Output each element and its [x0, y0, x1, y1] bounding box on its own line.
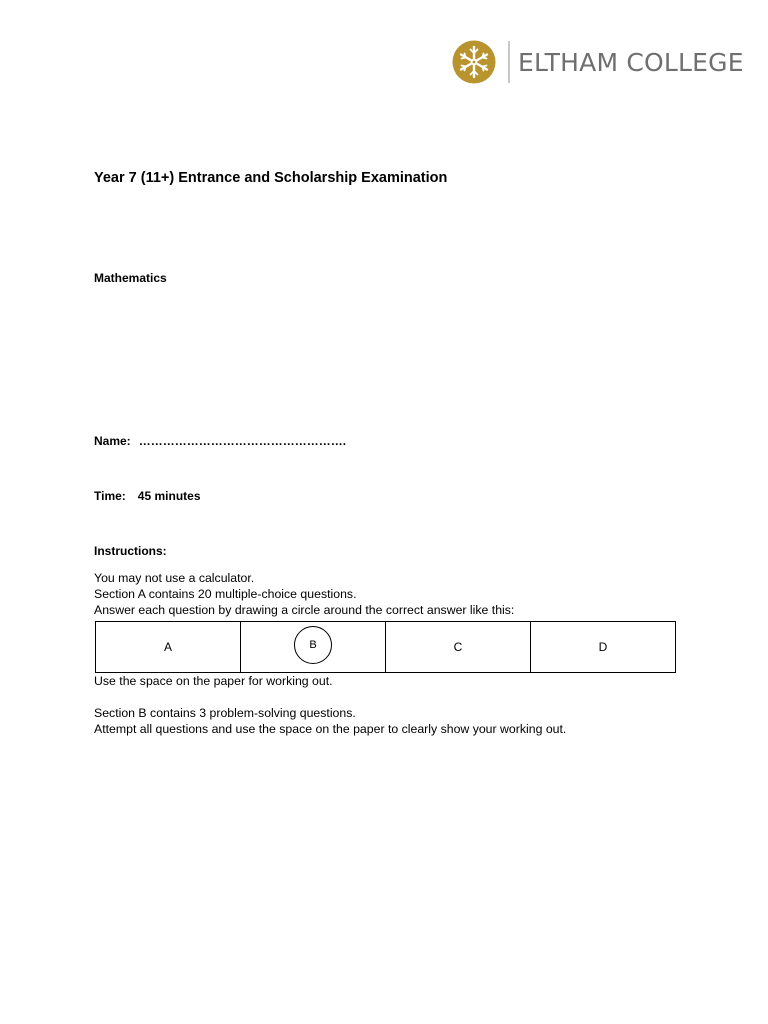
subject-label: Mathematics [94, 271, 167, 285]
instruction-line: Answer each question by drawing a circle around the correct answer like this: [94, 603, 515, 617]
logo-divider [508, 41, 510, 83]
instructions-heading: Instructions: [94, 544, 167, 558]
name-label: Name: [94, 434, 131, 448]
answer-option-d: D [598, 640, 608, 654]
college-logo [452, 40, 744, 84]
exam-title: Year 7 (11+) Entrance and Scholarship Examination [94, 170, 448, 186]
answer-option-a: A [96, 622, 241, 672]
time-field [94, 489, 201, 503]
answer-option-c: C [386, 622, 531, 672]
instruction-line: You may not use a calculator. [94, 571, 255, 585]
college-name: ELTHAM COLLEGE [518, 47, 744, 77]
answer-option-b-circled: B [241, 622, 386, 672]
time-label: Time: [94, 489, 126, 503]
snowflake-crest-icon [452, 40, 496, 84]
instruction-line: Attempt all questions and use the space on the paper to clearly show your working out. [94, 722, 567, 736]
instruction-line: Section B contains 3 problem-solving questions. [94, 706, 356, 720]
time-value: 45 minutes [137, 489, 201, 503]
example-answer-table [95, 621, 676, 673]
name-field [94, 434, 346, 448]
name-blank: ……………………………………………. [138, 434, 347, 448]
instruction-line: Section A contains 20 multiple-choice questions. [94, 587, 357, 601]
instruction-line: Use the space on the paper for working out. [94, 674, 333, 688]
